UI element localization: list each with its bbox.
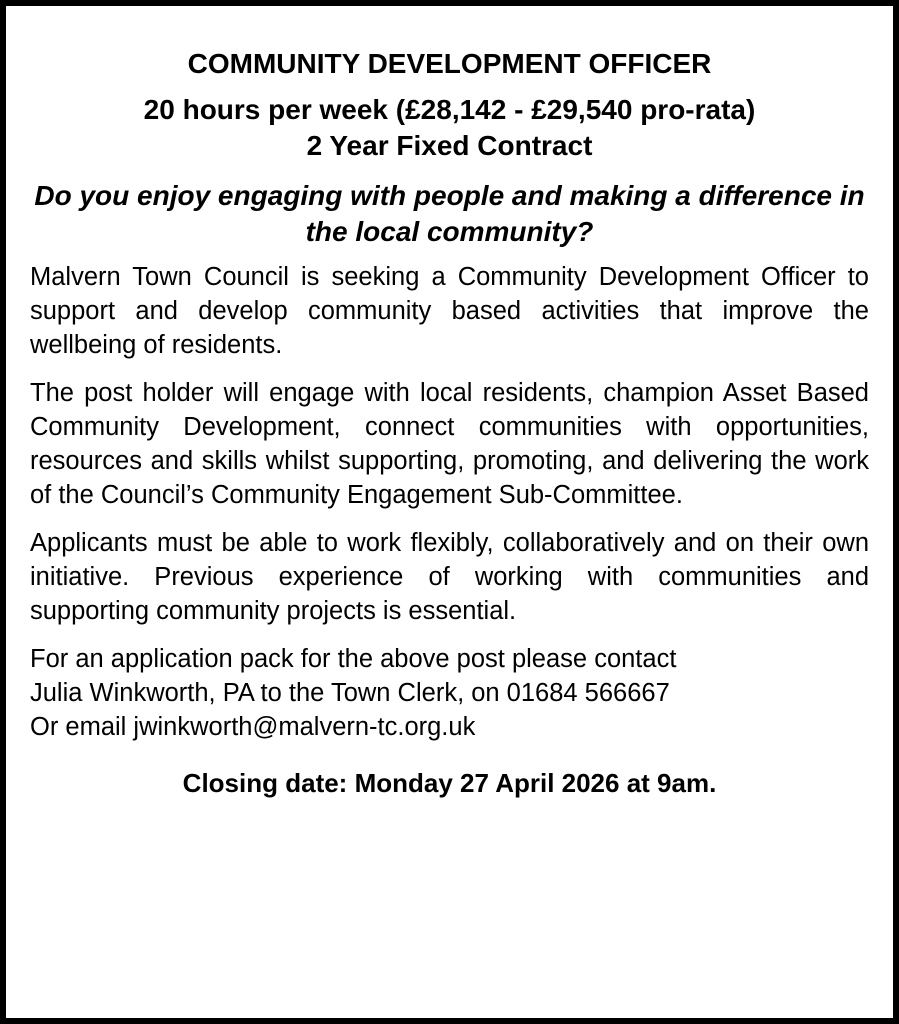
contact-line-1: For an application pack for the above post please contact	[30, 645, 677, 673]
paragraph-requirements: Applicants must be able to work flexibly, collaboratively and on their own initiative. Previous experience of working with communities and supporting community projects is essential.	[30, 529, 869, 625]
contact-block	[30, 642, 869, 744]
closing-date: Closing date: Monday 27 April 2026 at 9am.	[182, 768, 717, 798]
hours-salary: 20 hours per week (£28,142 - £29,540 pro-rata)	[143, 94, 756, 125]
contact-line-2: Julia Winkworth, PA to the Town Clerk, on 01684 566667	[30, 679, 670, 707]
paragraph-intro: Malvern Town Council is seeking a Community Development Officer to support and develop community based activities that improve the wellbeing of residents.	[30, 263, 869, 359]
advert-content	[30, 46, 869, 800]
paragraph-duties: The post holder will engage with local residents, champion Asset Based Community Development, connect communities with opportunities, resources and skills whilst supporting, promoting, and delivering the work of the Council’s Community Engagement Sub-Committee.	[30, 379, 869, 509]
contact-email: Or email jwinkworth@malvern-tc.org.uk	[30, 713, 476, 741]
intro-question: Do you enjoy engaging with people and making a difference in the local community?	[34, 180, 865, 247]
contract-type: 2 Year Fixed Contract	[306, 130, 593, 161]
job-title: COMMUNITY DEVELOPMENT OFFICER	[187, 48, 712, 79]
